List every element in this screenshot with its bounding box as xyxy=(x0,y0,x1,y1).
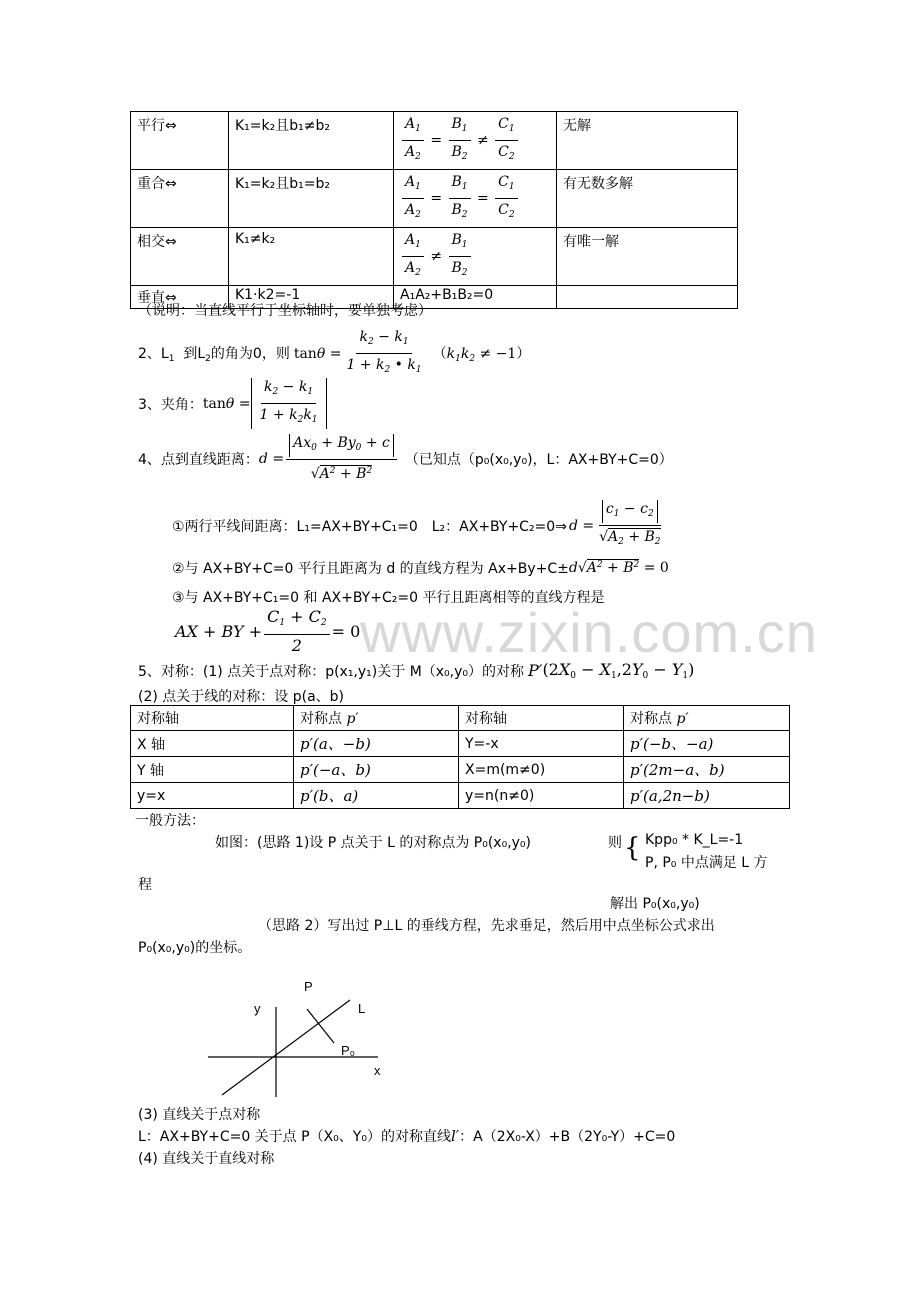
relation-name: 重合⇔ xyxy=(131,170,229,228)
general-cont: 程 xyxy=(138,877,152,893)
table-cell: y=n(n≠0) xyxy=(459,783,624,809)
table-cell: X 轴 xyxy=(131,731,294,757)
table-row xyxy=(131,228,738,286)
general-then: 则 xyxy=(608,835,622,851)
item-4-label: 4、点到直线距离： xyxy=(138,451,259,468)
item-4-tail: （已知点（p₀(x₀,y₀)，L：AX+BY+C=0） xyxy=(404,451,673,468)
table-cell: p′(b、a) xyxy=(294,783,459,809)
table-row xyxy=(131,757,790,783)
table-cell: p′(2m−a、b) xyxy=(624,757,790,783)
perpendicular-segment xyxy=(307,1009,334,1043)
header-cell: 对称轴 xyxy=(459,706,624,731)
y-label: y xyxy=(254,1001,261,1016)
sub-item-3-equation: AX + BY + $\frac{C_1 + C_2}{2}$ = 0 xyxy=(175,607,361,655)
l-label: L xyxy=(358,1001,366,1016)
item-3-label: 3、夹角： xyxy=(138,396,203,413)
item-5-text: 5、对称：(1) 点关于点对称：p(x₁,y₁)关于 M（x₀,y₀）的对称 xyxy=(138,663,525,680)
table-cell: p′(−b、−a) xyxy=(624,731,790,757)
p0-label: P₀ xyxy=(341,1043,356,1058)
relation-name: 相交⇔ xyxy=(131,228,229,286)
relation-result: 有唯一解 xyxy=(557,228,738,286)
relation-condition: K₁=k₂且b₁=b₂ xyxy=(229,170,394,228)
table-cell: p′(a,2n−b) xyxy=(624,783,790,809)
item-5b: (2) 点关于线的对称：设 p(a、b) xyxy=(138,689,345,705)
relation-table xyxy=(130,111,738,309)
symmetry-table xyxy=(130,705,790,809)
table-cell: p′(a、−b) xyxy=(294,731,459,757)
watermark: www.zixin.com.cn xyxy=(360,601,818,664)
header-cell: 对称点 p′ xyxy=(294,706,459,731)
item-2-label: 2、$L_1$ 到$L_2$的角为0，则 xyxy=(138,346,290,364)
general-line-2: （思路 2）写出过 P⊥L 的垂线方程，先求垂足，然后用中点坐标公式求出 xyxy=(258,918,715,934)
relation-result: 有无数多解 xyxy=(557,170,738,228)
table-cell: Y=-x xyxy=(459,731,624,757)
item-3: 3、夹角： tanθ = $\frac{k_2 - k_1}{1 + k_2k_1}$ xyxy=(138,378,327,429)
relation-result xyxy=(557,286,738,309)
sub-item-2: ②与 AX+BY+C=0 平行且距离为 d 的直线方程为 Ax+By+C± d $√A^2 + B^2 = 0$ xyxy=(172,560,669,577)
general-line-3: P₀(x₀,y₀)的坐标。 xyxy=(138,940,252,956)
general-cond-1: Kpp₀ * K_L=-1 xyxy=(645,832,744,848)
relation-name: 平行⇔ xyxy=(131,112,229,170)
general-title: 一般方法： xyxy=(135,813,205,829)
symmetry-figure xyxy=(200,975,400,1105)
item-5: 5、对称：(1) 点关于点对称：p(x₁,y₁)关于 M（x₀,y₀）的对称 P′ $(2X_0 - X_1,2Y_0 - Y_1)$ xyxy=(138,660,695,681)
item-5c-line: L：AX+BY+C=0 关于点 P（X₀、Y₀）的对称直线l′：A（2X₀-X）+B（2Y₀-Y）+C=0 xyxy=(138,1127,676,1145)
relation-result: 无解 xyxy=(557,112,738,170)
sub-item-3: ③与 AX+BY+C₁=0 和 AX+BY+C₂=0 平行且距离相等的直线方程是 xyxy=(172,590,605,606)
item-5c-title: (3) 直线关于点对称 xyxy=(138,1107,261,1123)
table-header-row xyxy=(131,706,790,731)
note: （说明：当直线平行于坐标轴时，要单独考虑） xyxy=(138,303,432,319)
general-line-1: 如图：(思路 1)设 P 点关于 L 的对称点为 P₀(x₀,y₀) xyxy=(215,835,531,851)
brace: { xyxy=(624,833,641,863)
sub-item-1-text: ①两行平线间距离：L₁=AX+BY+C₁=0 L₂：AX+BY+C₂=0⇒ xyxy=(172,518,567,535)
table-row xyxy=(131,783,790,809)
relation-formula: $\frac{A_1}{A_2}$ = $\frac{B_1}{B_2}$ = $\frac{C_1}{C_2}$ xyxy=(394,170,557,228)
table-row xyxy=(131,731,790,757)
line-l xyxy=(222,1000,350,1095)
item-5d-title: (4) 直线关于直线对称 xyxy=(138,1151,275,1167)
item-2: 2、$L_1$ 到$L_2$的角为0，则 tanθ = $\frac{k_2 - k_1}{1 + k_2 • k_1}$ $(k_1k_2 \ne -1)$ xyxy=(138,329,531,375)
table-row xyxy=(131,170,738,228)
header-cell: 对称点 p′ xyxy=(624,706,790,731)
relation-condition: K1·k2=-1 xyxy=(229,286,394,309)
item-4: 4、点到直线距离： d = $\frac{Ax_0 + By_0 + c}{√A^2 + B^2}$ （已知点（p₀(x₀,y₀)，L：AX+BY+C=0） xyxy=(138,435,673,482)
p-label: P xyxy=(304,979,313,994)
general-solve: 解出 P₀(x₀,y₀) xyxy=(610,896,700,912)
general-cond-2: P, P₀ 中点满足 L 方 xyxy=(645,855,768,871)
table-row xyxy=(131,112,738,170)
x-label: x xyxy=(374,1063,381,1078)
sub-item-2-text: ②与 AX+BY+C=0 平行且距离为 d 的直线方程为 Ax+By+C± xyxy=(172,561,569,577)
table-cell: X=m(m≠0) xyxy=(459,757,624,783)
relation-formula: $\frac{A_1}{A_2}$ ≠ $\frac{B_1}{B_2}$ xyxy=(394,228,557,286)
sub-item-1: ①两行平线间距离：L₁=AX+BY+C₁=0 L₂：AX+BY+C₂=0⇒ d = $\frac{c_1 - c_2}{√A_2 + B_2}$ xyxy=(172,501,661,547)
relation-formula: $\frac{A_1}{A_2}$ = $\frac{B_1}{B_2}$ ≠ $\frac{C_1}{C_2}$ xyxy=(394,112,557,170)
relation-condition: K₁=k₂且b₁≠b₂ xyxy=(229,112,394,170)
relation-formula: A₁A₂+B₁B₂=0 xyxy=(394,286,557,309)
table-cell: p′(−a、b) xyxy=(294,757,459,783)
relation-name: 垂直⇔ xyxy=(131,286,229,309)
header-cell: 对称轴 xyxy=(131,706,294,731)
table-cell: y=x xyxy=(131,783,294,809)
table-cell: Y 轴 xyxy=(131,757,294,783)
relation-condition: K₁≠k₂ xyxy=(229,228,394,286)
